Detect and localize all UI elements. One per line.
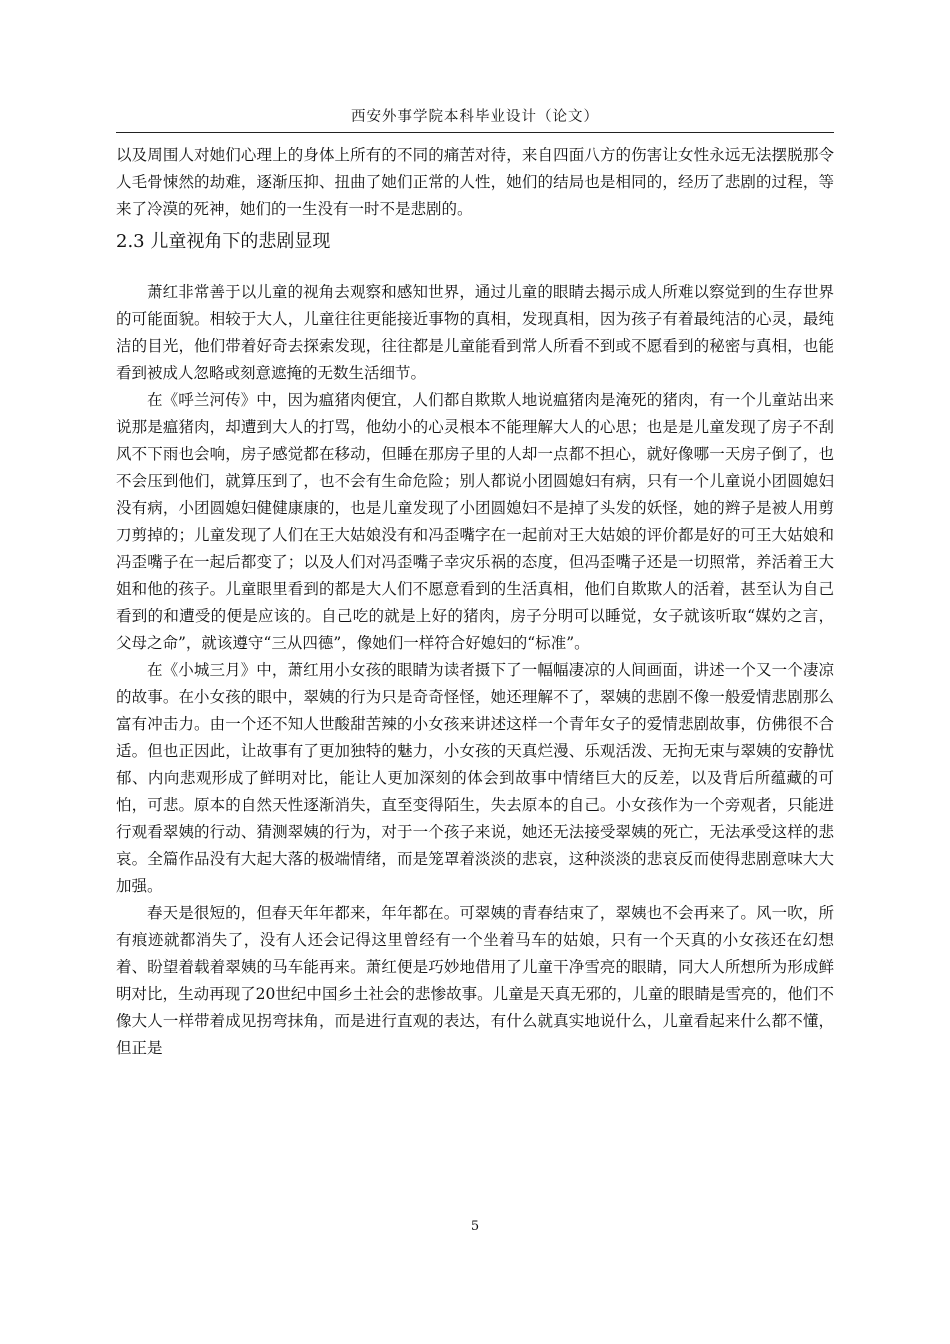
- section-heading: 2.3 儿童视角下的悲剧显现: [116, 231, 331, 252]
- header-divider: [116, 132, 834, 133]
- paragraph: 萧红非常善于以儿童的视角去观察和感知世界，通过儿童的眼睛去揭示成人所难以察觉到的生存世界的可能面貌。相较于大人，儿童往往更能接近事物的真相，发现真相，因为孩子有着最纯洁的心灵，最纯洁的目光，他们带着好奇去探索发现，往往都是儿童能看到常人所看不到或不愿看到的秘密与真相，也能看到被成人忽略或刻意遮掩的无数生活细节。: [116, 283, 834, 382]
- body-text: [116, 142, 834, 1062]
- paragraph: 在《呼兰河传》中，因为瘟猪肉便宜，人们都自欺欺人地说瘟猪肉是淹死的猪肉，有一个儿童站出来说那是瘟猪肉，却遭到大人的打骂，他幼小的心灵根本不能理解大人的心思；也是是儿童发现了房子不刮风不下雨也会响，房子感觉都在移动，但睡在那房子里的人却一点都不担心，就好像哪一天房子倒了，也不会压到他们，就算压到了，也不会有生命危险；别人都说小团圆媳妇有病，只有一个儿童说小团圆媳妇没有病，小团圆媳妇健健康康的，也是儿童发现了小团圆媳妇不是掉了头发的妖怪，她的辫子是被人用剪刀剪掉的；儿童发现了人们在王大姑娘没有和冯歪嘴字在一起前对王大姑娘的评价都是好的可王大姑娘和冯歪嘴子在一起后都变了；以及人们对冯歪嘴子幸灾乐祸的态度，但冯歪嘴子还是一切照常，养活着王大姐和他的孩子。儿童眼里看到的都是大人们不愿意看到的生活真相，他们自欺欺人的活着，甚至认为自己看到的和遭受的便是应该的。自己吃的就是上好的猪肉，房子分明可以睡觉，女子就该听取“媒妁之言，父母之命”，就该遵守“三从四德”，像她们一样符合好媳妇的“标准”。: [116, 391, 834, 652]
- page-number: 5: [470, 1219, 480, 1234]
- paragraph: 春天是很短的，但春天年年都来，年年都在。可翠姨的青春结束了，翠姨也不会再来了。风一吹，所有痕迹就都消失了，没有人还会记得这里曾经有一个坐着马车的姑娘，只有一个天真的小女孩还在幻想着、盼望着载着翠姨的马车能再来。萧红便是巧妙地借用了儿童干净雪亮的眼睛，同大人所想所为形成鲜明对比，生动再现了20世纪中国乡土社会的悲惨故事。儿童是天真无邪的，儿童的眼睛是雪亮的，他们不像大人一样带着成见拐弯抹角，而是进行直观的表达，有什么就真实地说什么，儿童看起来什么都不懂，但正是: [116, 904, 834, 1057]
- paragraph: 在《小城三月》中，萧红用小女孩的眼睛为读者摄下了一幅幅凄凉的人间画面，讲述一个又一个凄凉的故事。在小女孩的眼中，翠姨的行为只是奇奇怪怪，她还理解不了，翠姨的悲剧不像一般爱情悲剧那么富有冲击力。由一个还不知人世酸甜苦辣的小女孩来讲述这样一个青年女子的爱情悲剧故事，仿佛很不合适。但也正因此，让故事有了更加独特的魅力，小女孩的天真烂漫、乐观活泼、无拘无束与翠姨的安静忧郁、内向悲观形成了鲜明对比，能让人更加深刻的体会到故事中情绪巨大的反差，以及背后所蕴藏的可怕，可悲。原本的自然天性逐渐消失，直至变得陌生，失去原本的自己。小女孩作为一个旁观者，只能进行观看翠姨的行动、猜测翠姨的行为，对于一个孩子来说，她还无法接受翠姨的死亡，无法承受这样的悲哀。全篇作品没有大起大落的极端情绪，而是笼罩着淡淡的悲哀，这种淡淡的悲哀反而使得悲剧意味大大加强。: [116, 661, 834, 895]
- running-header: 西安外事学院本科毕业设计（论文）: [351, 109, 599, 125]
- paragraph-continued: 以及周围人对她们心理上的身体上所有的不同的痛苦对待，来自四面八方的伤害让女性永远无法摆脱那令人毛骨悚然的劫难，逐渐压抑、扭曲了她们正常的人性，她们的结局也是相同的，经历了悲剧的过程，等来了冷漠的死神，她们的一生没有一时不是悲剧的。: [116, 146, 834, 218]
